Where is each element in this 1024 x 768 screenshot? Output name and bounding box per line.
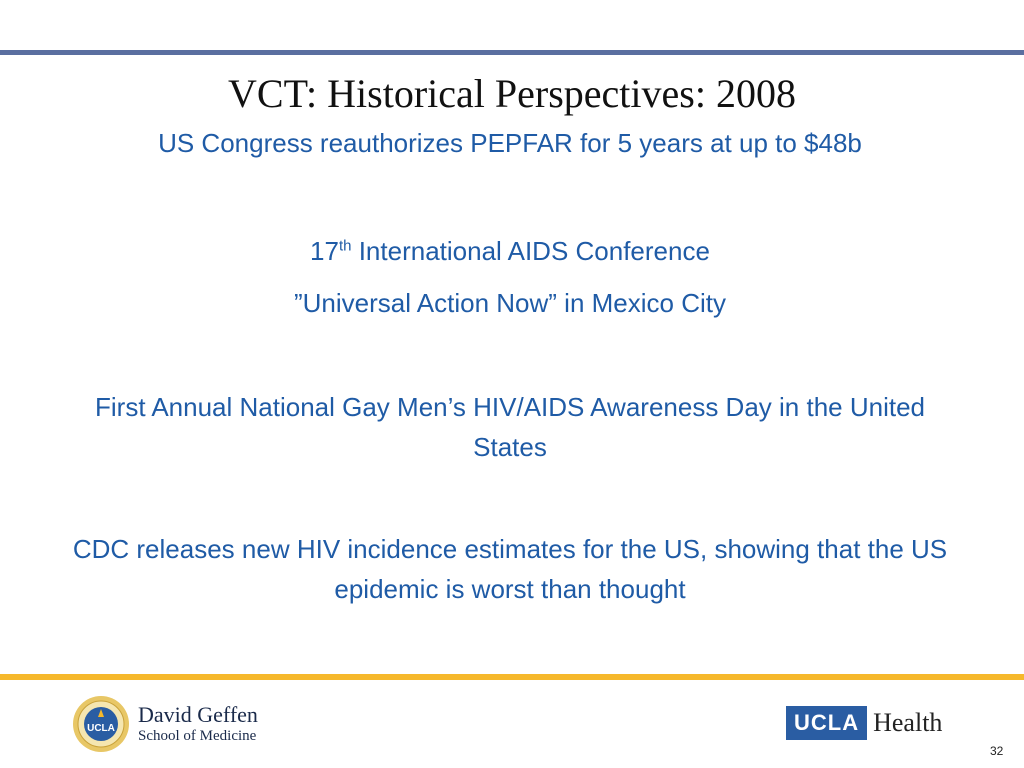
school-subtitle: School of Medicine bbox=[138, 728, 257, 744]
slide-title: VCT: Historical Perspectives: 2008 bbox=[228, 71, 796, 116]
conference-number: 17 bbox=[310, 236, 339, 266]
bullet-conference bbox=[60, 231, 960, 271]
bullet-universal-action: ”Universal Action Now” in Mexico City bbox=[293, 288, 726, 318]
bullet-awareness-day: First Annual National Gay Men’s HIV/AIDS Awareness Day in the United States bbox=[95, 392, 925, 462]
conference-name: International AIDS Conference bbox=[351, 236, 710, 266]
ucla-wordmark: UCLA bbox=[786, 706, 867, 740]
top-divider bbox=[0, 50, 1024, 55]
page-number: 32 bbox=[990, 744, 1004, 758]
conference-ordinal: th bbox=[338, 237, 352, 255]
bullet-cdc: CDC releases new HIV incidence estimates for the US, showing that the US epidemic is worst than thought bbox=[72, 534, 948, 604]
slide-body bbox=[60, 123, 960, 609]
bottom-divider bbox=[0, 674, 1024, 680]
seal-text: UCLA bbox=[87, 723, 115, 734]
school-name: David Geffen bbox=[138, 702, 258, 727]
health-wordmark: Health bbox=[873, 708, 943, 737]
ucla-health-logo bbox=[786, 706, 942, 740]
ucla-seal-icon bbox=[72, 695, 130, 753]
bullet-congress: US Congress reauthorizes PEPFAR for 5 years at up to $48b bbox=[158, 128, 862, 158]
david-geffen-text bbox=[138, 703, 258, 745]
david-geffen-logo bbox=[72, 695, 258, 753]
